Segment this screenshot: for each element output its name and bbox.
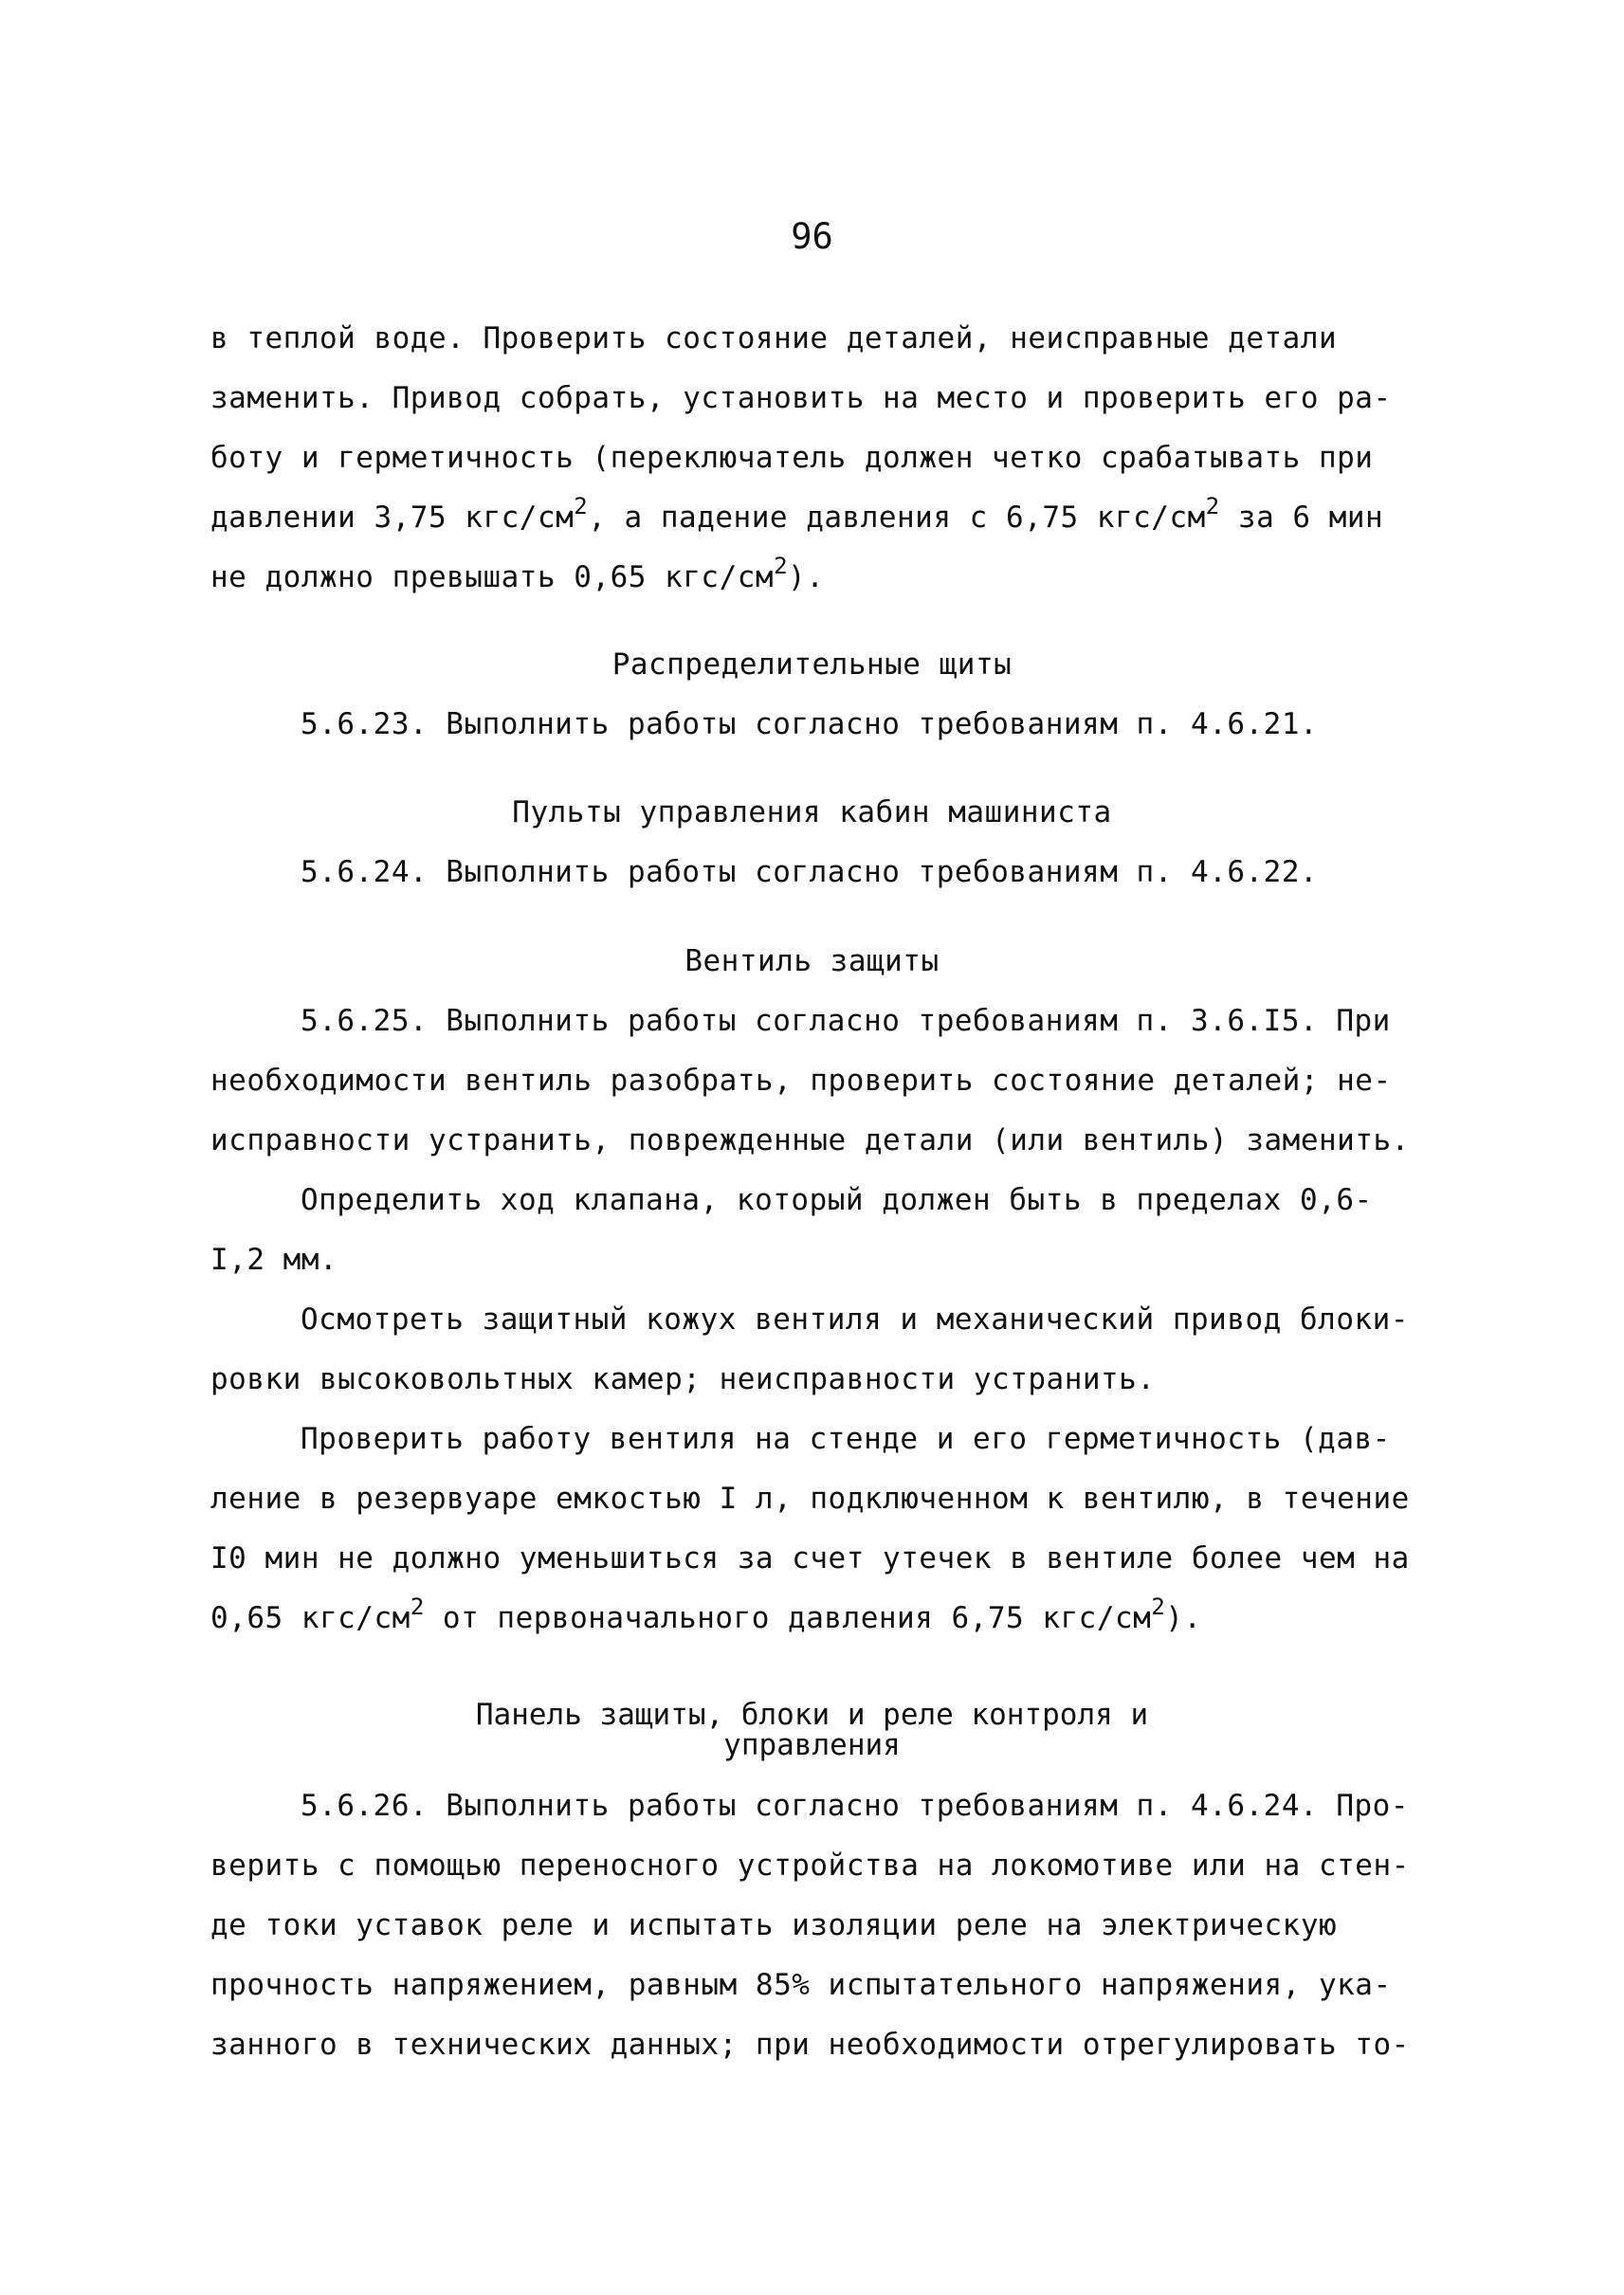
text-fragment: от первоначального давления 6,75 кгс/см — [424, 1601, 1152, 1635]
text-line — [210, 548, 1433, 608]
text-line: в теплой воде. Проверить состояние деталей, неисправные детали — [210, 321, 1338, 355]
text-line: прочность напряжением, равным 85% испытательного напряжения, ука- — [210, 1968, 1392, 2002]
text-line: необходимости вентиль разобрать, проверить состояние деталей; не- — [210, 1064, 1392, 1098]
superscript: 2 — [410, 1594, 425, 1620]
text-line: занного в технических данных; при необходимости отрегулировать то- — [210, 2028, 1410, 2062]
text-line: верить с помощью переносного устройства на локомотиве или на стен- — [210, 1849, 1410, 1883]
text-line: де токи уставок реле и испытать изоляции реле на электрическую — [210, 1908, 1338, 1942]
text-line: Проверить работу вентиля на стенде и его герметичность (дав- — [301, 1422, 1391, 1456]
paragraph-5-6-25 — [210, 992, 1433, 1648]
section-heading-control-panels: Пульты управления кабин машиниста — [512, 795, 1112, 829]
text-fragment: , а падение давления с 6,75 кгс/см — [588, 501, 1206, 535]
section-heading-protection-panel-cont: управления — [723, 1728, 901, 1762]
text-line: 5.6.25. Выполнить работы согласно требованиям п. 3.6.I5. При — [301, 1004, 1391, 1038]
text-line: Определить ход клапана, который должен быть в пределах 0,6- — [301, 1183, 1373, 1217]
text-line: Осмотреть защитный кожух вентиля и механический привод блоки- — [301, 1302, 1409, 1337]
superscript: 2 — [1205, 493, 1220, 519]
text-fragment: 0,65 кгс/см — [210, 1601, 411, 1635]
superscript: 2 — [574, 493, 589, 519]
text-line: ление в резервуаре емкостью I л, подключенном к вентилю, в течение — [210, 1482, 1410, 1516]
text-line: I,2 мм. — [210, 1243, 338, 1277]
section-heading-protection-panel: Панель защиты, блоки и реле контроля и — [475, 1698, 1149, 1732]
text-line: 5.6.26. Выполнить работы согласно требованиям п. 4.6.24. Про- — [301, 1789, 1409, 1823]
text-line: 5.6.23. Выполнить работы согласно требованиям п. 4.6.21. — [301, 707, 1319, 741]
text-fragment: давлении 3,75 кгс/см — [210, 501, 575, 535]
section-heading-protection-valve: Вентиль защиты — [684, 944, 940, 978]
paragraph-5-6-24 — [210, 843, 1433, 902]
text-fragment: ). — [788, 560, 825, 594]
text-line: I0 мин не должно уменьшиться за счет утечек в вентиле более чем на — [210, 1541, 1410, 1576]
text-line — [210, 488, 1433, 548]
text-line — [210, 1589, 1433, 1648]
text-line: исправности устранить, поврежденные детали (или вентиль) заменить. — [210, 1123, 1410, 1157]
text-fragment: за 6 мин — [1219, 501, 1384, 535]
text-line: 5.6.24. Выполнить работы согласно требованиям п. 4.6.22. — [301, 855, 1319, 889]
page-number: 96 — [791, 216, 833, 257]
superscript: 2 — [774, 553, 789, 579]
section-heading-distribution-boards: Распределительные щиты — [611, 647, 1013, 682]
paragraph-5-6-26 — [210, 1776, 1433, 2075]
text-fragment: ). — [1165, 1601, 1202, 1635]
paragraph-5-6-23 — [210, 695, 1433, 755]
text-line: заменить. Привод собрать, установить на место и проверить его ра- — [210, 381, 1392, 415]
paragraph-intro — [210, 309, 1433, 608]
text-line: ровки высоковольтных камер; неисправности устранить. — [210, 1362, 1156, 1396]
text-line: боту и герметичность (переключатель должен четко срабатывать при — [210, 441, 1374, 475]
text-fragment: не должно превышать 0,65 кгс/см — [210, 560, 775, 594]
superscript: 2 — [1151, 1594, 1166, 1620]
